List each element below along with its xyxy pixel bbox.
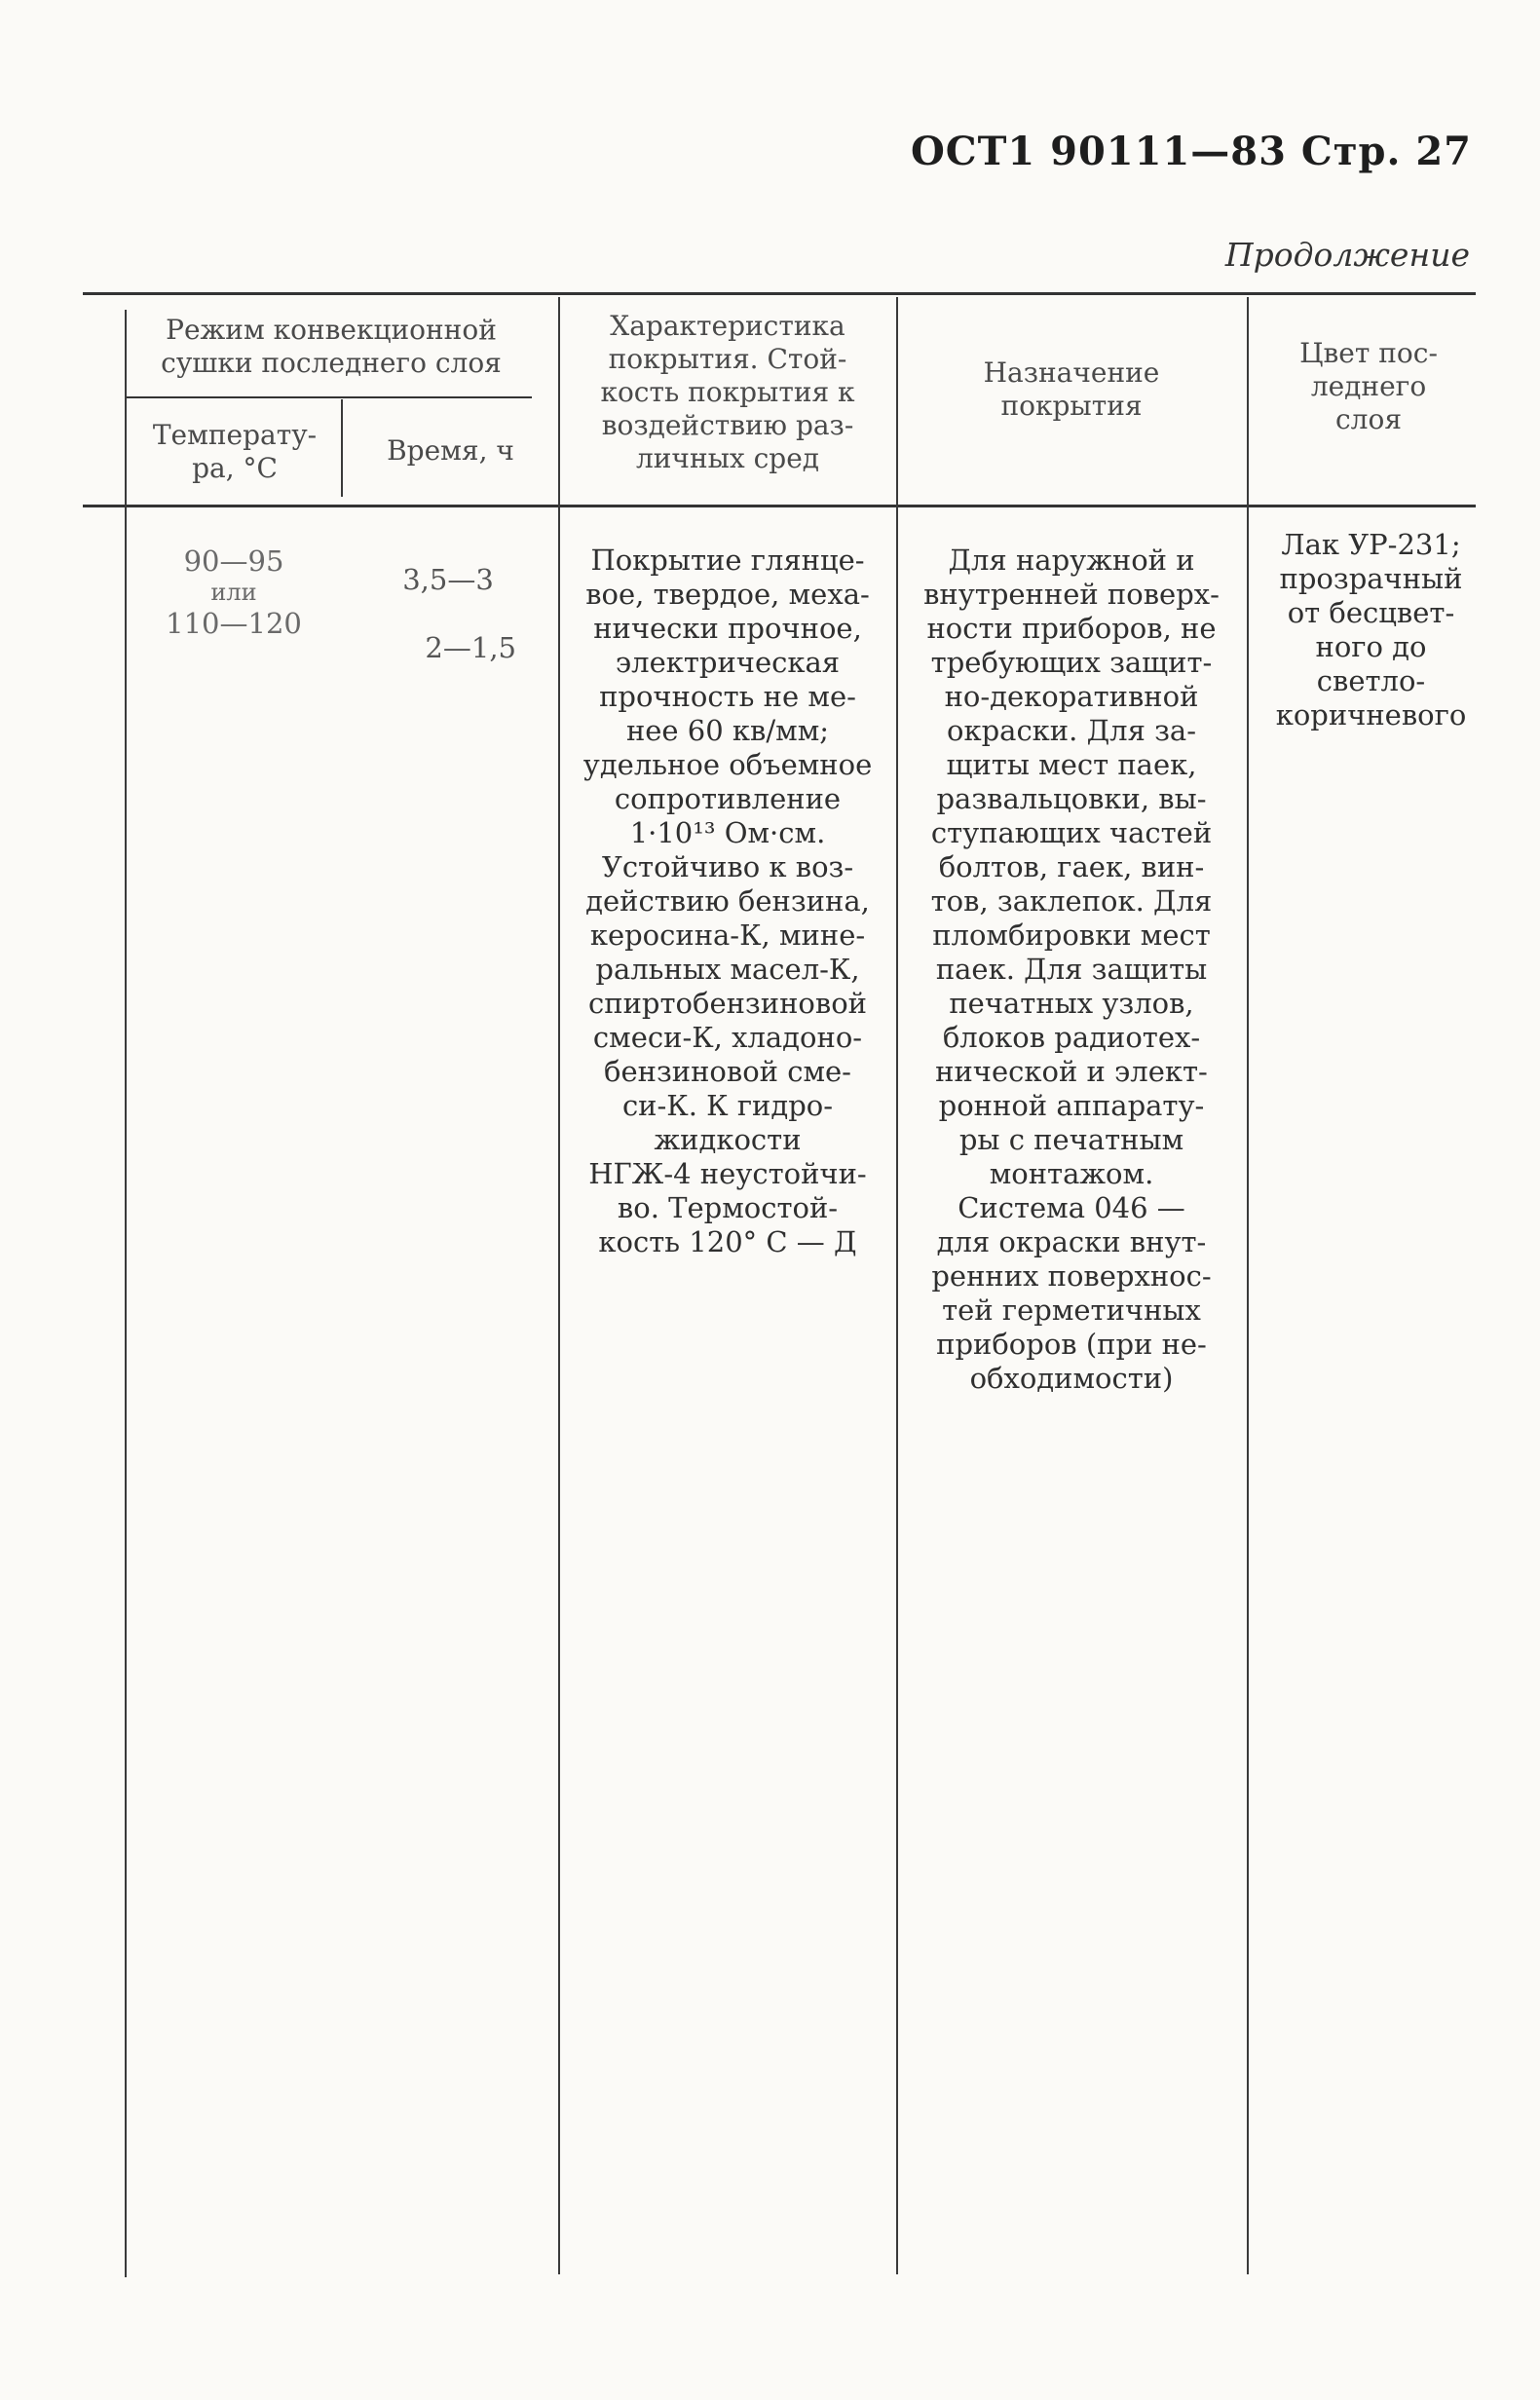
time-line: 3,5—3	[402, 563, 494, 596]
header-temperature	[131, 419, 338, 485]
subheader-rule	[125, 396, 532, 398]
characteristic-line: вое, твердое, меха-	[585, 578, 870, 611]
purpose-line: развальцовки, вы-	[936, 782, 1207, 815]
header-drying-mode	[131, 314, 531, 380]
purpose-line: приборов (при не-	[936, 1328, 1207, 1361]
characteristic-line: спиртобензиновой	[588, 987, 867, 1020]
characteristic-line: удельное объемное	[582, 748, 873, 781]
cell-purpose	[901, 544, 1242, 1396]
document-header: ОСТ1 90111—83 Стр. 27	[910, 129, 1472, 174]
header-characteristic	[563, 310, 892, 475]
cell-time	[351, 545, 545, 682]
characteristic-line: сопротивление	[614, 782, 842, 815]
purpose-line: ренних поверхнос-	[931, 1259, 1212, 1293]
purpose-line: тов, заклепок. Для	[930, 884, 1213, 918]
purpose-line: для окраски внут-	[936, 1225, 1207, 1258]
header-time-line: Время, ч	[387, 434, 514, 467]
purpose-line: ности приборов, не	[926, 612, 1217, 645]
header-characteristic-line: кость покрытия к	[600, 376, 855, 408]
purpose-line: Для наружной и	[948, 544, 1195, 577]
characteristic-line: нее 60 кв/мм;	[625, 714, 830, 747]
cell-characteristic	[563, 544, 892, 1259]
header-bottom-rule	[83, 505, 1476, 507]
header-characteristic-line: Характеристика	[610, 310, 845, 342]
header-drying-mode-line: сушки последнего слоя	[161, 347, 502, 379]
header-purpose-line: покрытия	[1000, 390, 1143, 422]
purpose-line: болтов, гаек, вин-	[938, 850, 1205, 883]
purpose-line: ры с печатным	[958, 1123, 1184, 1156]
purpose-line: ронной аппарату-	[938, 1089, 1205, 1122]
purpose-line: печатных узлов,	[949, 987, 1194, 1020]
header-temperature-line: Температу-	[152, 419, 318, 451]
purpose-line: паек. Для защиты	[935, 953, 1208, 986]
characteristic-line: жидкости	[654, 1123, 802, 1156]
characteristic-line: электрическая	[615, 646, 841, 679]
characteristic-line: Покрытие глянце-	[590, 544, 865, 577]
color-line: прозрачный	[1279, 562, 1463, 595]
purpose-line: щиты мест паек,	[946, 748, 1197, 781]
color-line: от бесцвет-	[1287, 596, 1455, 629]
purpose-line: окраски. Для за-	[947, 714, 1196, 747]
header-temperature-line: ра, °С	[192, 452, 278, 484]
characteristic-line: Устойчиво к воз-	[601, 850, 854, 883]
purpose-line: блоков радиотех-	[942, 1021, 1201, 1054]
purpose-line: тей герметичных	[942, 1294, 1201, 1327]
characteristic-line: НГЖ-4 неустойчи-	[588, 1157, 867, 1190]
divider-purpose-color	[1247, 297, 1249, 2274]
cell-temperature	[131, 545, 336, 639]
temperature-line: 110—120	[166, 607, 302, 640]
header-color	[1252, 337, 1485, 436]
continuation-label: Продолжение	[1224, 236, 1470, 274]
divider-time-characteristic	[558, 297, 560, 2274]
header-drying-mode-line: Режим конвекционной	[166, 314, 497, 346]
purpose-line: Система 046 —	[958, 1191, 1185, 1224]
temperature-line: или	[210, 579, 257, 606]
header-color-line: Цвет пос-	[1299, 337, 1438, 369]
characteristic-line: прочность не ме-	[599, 680, 856, 713]
purpose-line: ступающих частей	[930, 816, 1213, 849]
temperature-line: 90—95	[183, 544, 284, 578]
header-characteristic-line: покрытия. Стой-	[608, 343, 847, 375]
characteristic-line: 1·10¹³ Ом·см.	[629, 816, 826, 849]
table-top-rule	[83, 292, 1476, 295]
purpose-line: требующих защит-	[930, 646, 1213, 679]
characteristic-line: ральных масел-К,	[595, 953, 860, 986]
purpose-line: пломбировки мест	[932, 919, 1211, 952]
characteristic-line: действию бензина,	[585, 884, 870, 918]
characteristic-line: нически прочное,	[593, 612, 862, 645]
color-line: светло-	[1316, 664, 1426, 697]
characteristic-line: керосина-К, мине-	[589, 919, 866, 952]
cell-color	[1252, 528, 1490, 732]
purpose-line: монтажом.	[989, 1157, 1154, 1190]
characteristic-line: си-К. К гидро-	[621, 1089, 834, 1122]
header-time	[346, 434, 555, 468]
characteristic-line: во. Термостой-	[617, 1191, 839, 1224]
purpose-line: внутренней поверх-	[923, 578, 1220, 611]
characteristic-line: смеси-К, хладоно-	[592, 1021, 863, 1054]
purpose-line: но-декоративной	[944, 680, 1199, 713]
purpose-line: нической и элект-	[935, 1055, 1208, 1088]
time-line: 2—1,5	[425, 631, 516, 664]
characteristic-line: кость 120° С — Д	[598, 1225, 857, 1258]
divider-characteristic-purpose	[896, 297, 898, 2274]
characteristic-line: бензиновой сме-	[604, 1055, 851, 1088]
header-color-line: леднего	[1310, 370, 1427, 402]
header-characteristic-line: личных сред	[635, 442, 819, 474]
table-left-border	[125, 310, 127, 2277]
purpose-line: обходимости)	[969, 1362, 1174, 1395]
header-purpose	[901, 356, 1242, 423]
color-line: ного до	[1315, 630, 1427, 663]
header-purpose-line: Назначение	[983, 356, 1160, 389]
header-color-line: слоя	[1335, 403, 1402, 435]
color-line: коричневого	[1275, 698, 1467, 731]
divider-temp-time	[341, 399, 343, 497]
header-characteristic-line: воздействию раз-	[601, 409, 854, 441]
color-line: Лак УР-231;	[1281, 528, 1461, 561]
